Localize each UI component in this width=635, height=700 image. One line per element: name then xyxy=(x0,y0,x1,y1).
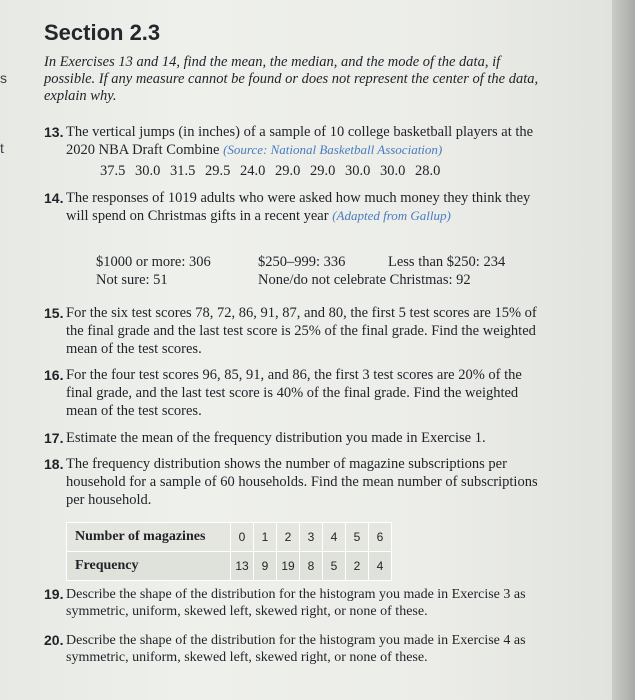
exercise-14 xyxy=(44,189,549,225)
table-cell: 13 xyxy=(231,552,254,581)
exercise-16 xyxy=(44,366,549,420)
exercise-number: 18. xyxy=(44,456,64,472)
exercise-text: The vertical jumps (in inches) of a sample of 10 college basketball players at the 2020 NBA Draft Combine xyxy=(66,124,534,158)
exercise-number: 19. xyxy=(44,586,64,602)
table-cell: 4 xyxy=(323,523,346,552)
table-cell: 5 xyxy=(323,552,346,581)
table-cell: 2 xyxy=(346,552,369,581)
table-cell: 4 xyxy=(369,552,392,581)
exercise-text: For the six test scores 78, 72, 86, 91, 87, and 80, the first 5 test scores are 15% of the final grade and the last test score is 25% of the final grade. Find the weighted mean of the test scores. xyxy=(66,305,537,357)
table-cell: 9 xyxy=(254,552,277,581)
frequency-table xyxy=(66,522,392,581)
table-cell: 8 xyxy=(300,552,323,581)
exercise-18 xyxy=(44,455,549,509)
exercise-source: (Source: National Basketball Association) xyxy=(223,142,443,157)
exercise-source: (Adapted from Gallup) xyxy=(332,208,451,223)
table-cell: 3 xyxy=(300,523,323,552)
table-row-frequency xyxy=(67,552,392,581)
table-cell: 6 xyxy=(369,523,392,552)
exercise-text: Describe the shape of the distribution for the histogram you made in Exercise 4 as symmetric, uniform, skewed left, skewed right, or none of these. xyxy=(66,633,526,665)
exercise-20 xyxy=(44,632,549,666)
response-less-than-250: Less than $250: 234 xyxy=(388,254,506,270)
exercise-15 xyxy=(44,304,549,358)
exercise-number: 15. xyxy=(44,305,64,321)
exercise-number: 14. xyxy=(44,190,64,206)
response-none: None/do not celebrate Christmas: 92 xyxy=(258,272,471,288)
table-header-frequency: Frequency xyxy=(67,552,231,581)
margin-letter-s: s xyxy=(0,70,7,86)
response-not-sure: Not sure: 51 xyxy=(96,272,168,288)
table-cell: 1 xyxy=(254,523,277,552)
exercise-text: The frequency distribution shows the number of magazine subscriptions per household for a sample of 60 households. Find the mean number of subscriptions per household. xyxy=(66,456,538,508)
table-row-magazines xyxy=(67,523,392,552)
exercise-number: 20. xyxy=(44,632,64,648)
response-1000-or-more: $1000 or more: 306 xyxy=(96,254,211,270)
exercise-number: 17. xyxy=(44,430,64,446)
table-cell: 19 xyxy=(277,552,300,581)
exercise-text: The responses of 1019 adults who were asked how much money they think they will spend on Christmas gifts in a recent year xyxy=(66,190,531,224)
response-250-999: $250–999: 336 xyxy=(258,254,346,270)
exercise-number: 16. xyxy=(44,367,64,383)
exercise-13 xyxy=(44,123,549,159)
exercise-number: 13. xyxy=(44,124,64,140)
table-cell: 2 xyxy=(277,523,300,552)
page-edge xyxy=(612,0,635,700)
exercise-19 xyxy=(44,586,549,620)
table-cell: 0 xyxy=(231,523,254,552)
exercise-text: Estimate the mean of the frequency distribution you made in Exercise 1. xyxy=(66,430,486,446)
table-header-magazines: Number of magazines xyxy=(67,523,231,552)
exercise-17 xyxy=(44,429,549,447)
section-title: Section 2.3 xyxy=(44,20,161,45)
jump-data: 37.5 30.0 31.5 29.5 24.0 29.0 29.0 30.0 30.0 28.0 xyxy=(100,163,441,179)
margin-letter-t: t xyxy=(0,140,4,156)
table-cell: 5 xyxy=(346,523,369,552)
exercise-text: For the four test scores 96, 85, 91, and 86, the first 3 test scores are 20% of the final grade, and the last test score is 40% of the final grade. Find the weighted mean of the test scores. xyxy=(66,367,522,419)
exercise-text: Describe the shape of the distribution for the histogram you made in Exercise 3 as symmetric, uniform, skewed left, skewed right, or none of these. xyxy=(66,587,526,619)
exercise-instructions: In Exercises 13 and 14, find the mean, the median, and the mode of the data, if possible. If any measure cannot be found or does not represent the center of the data, explain why. xyxy=(44,54,539,104)
